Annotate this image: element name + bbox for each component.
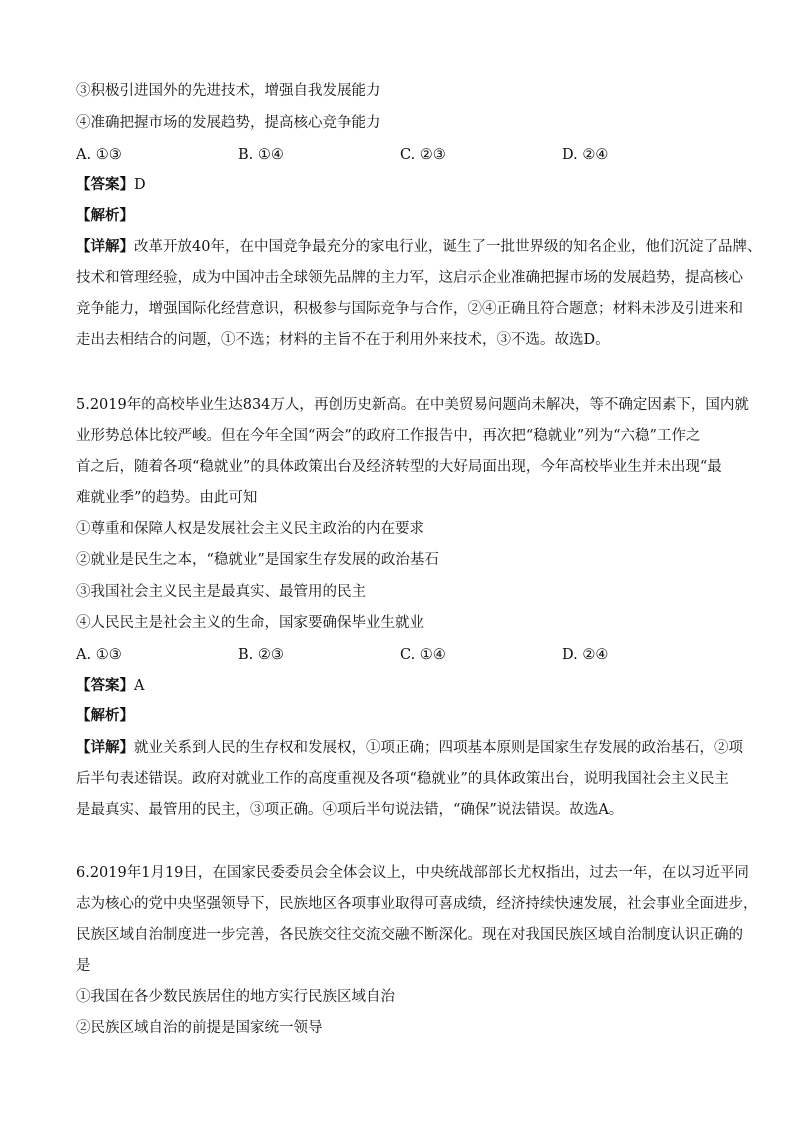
q5-stem-line-3: 首之后，随着各项“稳就业”的具体政策出台及经济转型的大好局面出现，今年高校毕业生并未出现“最 <box>76 459 722 475</box>
q4-detail-label: 【详解】 <box>76 238 134 255</box>
q4-detail-line-1 <box>76 237 761 257</box>
q4-detail-line-2: 技术和管理经验，成为中国冲击全球领先品牌的主力军，这启示企业准确把握市场的发展趋势，提高核心 <box>76 270 743 286</box>
q6-stem-line-2: 志为核心的党中央坚强领导下，民族地区各项事业取得可喜成绩，经济持续快速发展，社会事业全面进步， <box>76 896 758 912</box>
q5-item-2: ②就业是民生之本，“稳就业”是国家生存发展的政治基石 <box>76 552 439 568</box>
q4-option-d: D. ②④ <box>562 147 609 163</box>
q5-option-c: C. ①④ <box>400 647 446 663</box>
q6-item-1: ①我国在各少数民族居住的地方实行民族区域自治 <box>76 989 395 1005</box>
q5-item-3: ③我国社会主义民主是最真实、最管用的民主 <box>76 584 366 600</box>
q5-answer-label: 【答案】 <box>76 677 134 694</box>
q4-option-b: B. ①④ <box>238 147 284 163</box>
q5-stem-line-4: 难就业季”的趋势。由此可知 <box>76 490 258 506</box>
q5-item-4: ④人民民主是社会主义的生命，国家要确保毕业生就业 <box>76 615 424 631</box>
q5-detail-line-3: 是最真实、最管用的民主，③项正确。④项后半句说法错，“确保”说法错误。故选A。 <box>76 802 624 818</box>
q6-item-2: ②民族区域自治的前提是国家统一领导 <box>76 1020 323 1036</box>
q5-item-1: ①尊重和保障人权是发展社会主义民主政治的内在要求 <box>76 521 424 537</box>
q4-item-3: ③积极引进国外的先进技术，增强自我发展能力 <box>76 83 381 99</box>
q4-answer-value: D <box>134 177 146 193</box>
q4-item-4: ④准确把握市场的发展趋势，提高核心竞争能力 <box>76 115 381 131</box>
q5-answer-value: A <box>134 678 145 694</box>
q5-detail-line-1 <box>76 738 743 758</box>
q5-answer <box>76 676 144 696</box>
q5-stem-line-1: 5.2019年的高校毕业生达834万人，再创历史新高。在中美贸易问题尚未解决，等不确定因素下，国内就 <box>76 397 749 413</box>
q5-detail-text-1: 就业关系到人民的生存权和发展权，①项正确；四项基本原则是国家生存发展的政治基石，②项 <box>134 740 743 756</box>
q4-option-c: C. ②③ <box>400 147 446 163</box>
q6-stem-line-1: 6.2019年1月19日，在国家民委委员会全体会议上，中央统战部部长尤权指出，过去一年，在以习近平同 <box>76 865 749 881</box>
q6-stem-line-4: 是 <box>76 958 91 974</box>
q5-detail-label: 【详解】 <box>76 739 134 756</box>
q4-option-a: A. ①③ <box>76 147 122 163</box>
q5-stem-line-2: 业形势总体比较严峻。但在今年全国“两会”的政府工作报告中，再次把“稳就业”列为“六稳”工作之 <box>76 428 701 444</box>
q4-detail-text-1: 改革开放40年，在中国竞争最充分的家电行业，诞生了一批世界级的知名企业，他们沉淀了品牌、 <box>134 239 762 255</box>
q4-detail-line-3: 竞争能力，增强国际化经营意识，积极参与国际竞争与合作，②④正确且符合题意；材料未涉及引进来和 <box>76 301 743 317</box>
q4-analysis-label: 【解析】 <box>76 207 134 224</box>
q6-stem-line-3: 民族区域自治制度进一步完善，各民族交往交流交融不断深化。现在对我国民族区域自治制度认识正确的 <box>76 927 743 943</box>
q4-detail-line-4: 走出去相结合的问题，①不选；材料的主旨不在于利用外来技术，③不选。故选D。 <box>76 332 610 348</box>
q4-answer <box>76 175 146 195</box>
q4-answer-label: 【答案】 <box>76 176 134 193</box>
q5-option-b: B. ②③ <box>238 647 284 663</box>
q5-analysis-label: 【解析】 <box>76 707 134 724</box>
q5-detail-line-2: 后半句表述错误。政府对就业工作的高度重视及各项“稳就业”的具体政策出台，说明我国社会主义民主 <box>76 771 729 787</box>
q5-option-d: D. ②④ <box>562 647 609 663</box>
q5-option-a: A. ①③ <box>76 647 122 663</box>
